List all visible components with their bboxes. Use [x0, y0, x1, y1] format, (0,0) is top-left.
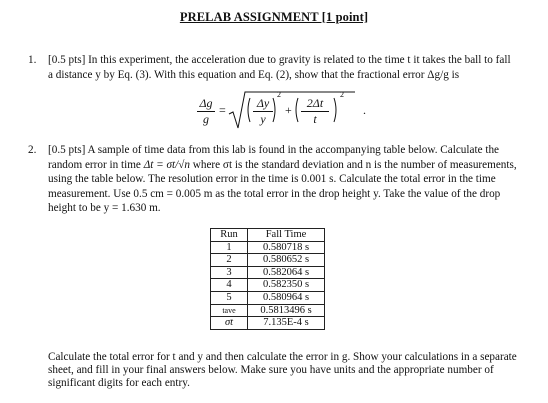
- term-1-exponent: 2: [277, 90, 281, 99]
- fall-time-table: [210, 228, 325, 330]
- question-2-text-a: [0.5 pts] A sample of time data from this lab is found in the accompanying table below. Calculate the random error in time: [48, 144, 500, 171]
- run-cell: 1: [211, 241, 248, 254]
- question-2-text-b: where σt is the standard deviation and n is the number of measurements, using the table below. The resolution error in the time is 0.001 s. Calculate the total error in the time measurement. Use 0.5 cm = 0.005 m as the total error in the drop height y. Take the value of the drop height to be y = 1.630 m.: [48, 158, 517, 214]
- average-label: tave: [211, 304, 248, 317]
- instructions-text: Calculate the total error for t and y and then calculate the error in g. Show your calculations in a separate sheet, and fill in your final answers below. Make sure you have units and the appropriate number of significant digits for each entry.: [48, 351, 517, 389]
- table-header-row: [211, 229, 325, 242]
- plus-sign: +: [285, 103, 292, 117]
- term-1-fraction: [253, 96, 273, 127]
- random-error-equation: Δt = σt/√n: [143, 158, 190, 171]
- term-1-numerator: Δy: [253, 96, 273, 112]
- run-cell: 3: [211, 266, 248, 279]
- fall-time-cell: 0.580652 s: [248, 254, 325, 267]
- page-title: PRELAB ASSIGNMENT [1 point]: [179, 10, 369, 24]
- term-2-exponent: 2: [340, 90, 344, 99]
- question-2-text: [48, 143, 518, 216]
- table-row: [211, 291, 325, 304]
- question-1-text: [0.5 pts] In this experiment, the acceleration due to gravity is related to the time t it takes the ball to fall a distance y by Eq. (3). With this equation and Eq. (2), show that the fractional error Δg/g is: [48, 54, 511, 81]
- square-root-symbol: [228, 90, 356, 132]
- term-2-denominator: t: [313, 112, 317, 126]
- run-cell: 2: [211, 254, 248, 267]
- question-2-number: 2.: [28, 144, 37, 156]
- table-row: [211, 241, 325, 254]
- table-row: [211, 266, 325, 279]
- sigma-value: 7.135E-4 s: [248, 317, 325, 330]
- sigma-label: σt: [211, 317, 248, 330]
- fall-time-cell: 0.582350 s: [248, 279, 325, 292]
- fall-time-cell: 0.580718 s: [248, 241, 325, 254]
- lhs-numerator: Δg: [197, 96, 215, 112]
- header-fall-time: Fall Time: [248, 229, 325, 242]
- run-cell: 5: [211, 291, 248, 304]
- question-1-number: 1.: [28, 54, 37, 66]
- run-cell: 4: [211, 279, 248, 292]
- sigma-row: [211, 317, 325, 330]
- fall-time-cell: 0.580964 s: [248, 291, 325, 304]
- term-1-denominator: y: [260, 112, 266, 126]
- term-2-numerator: 2Δt: [301, 96, 329, 112]
- equation-period: .: [363, 103, 366, 117]
- header-run: Run: [211, 229, 248, 242]
- fall-time-cell: 0.582064 s: [248, 266, 325, 279]
- table-row: [211, 279, 325, 292]
- lhs-fraction: [197, 96, 215, 127]
- fractional-error-equation: [197, 90, 357, 132]
- term-2-fraction: [301, 96, 329, 127]
- lhs-denominator: g: [203, 112, 209, 126]
- table-row: [211, 254, 325, 267]
- average-row: [211, 304, 325, 317]
- average-value: 0.5813496 s: [248, 304, 325, 317]
- equals-sign: =: [219, 103, 226, 117]
